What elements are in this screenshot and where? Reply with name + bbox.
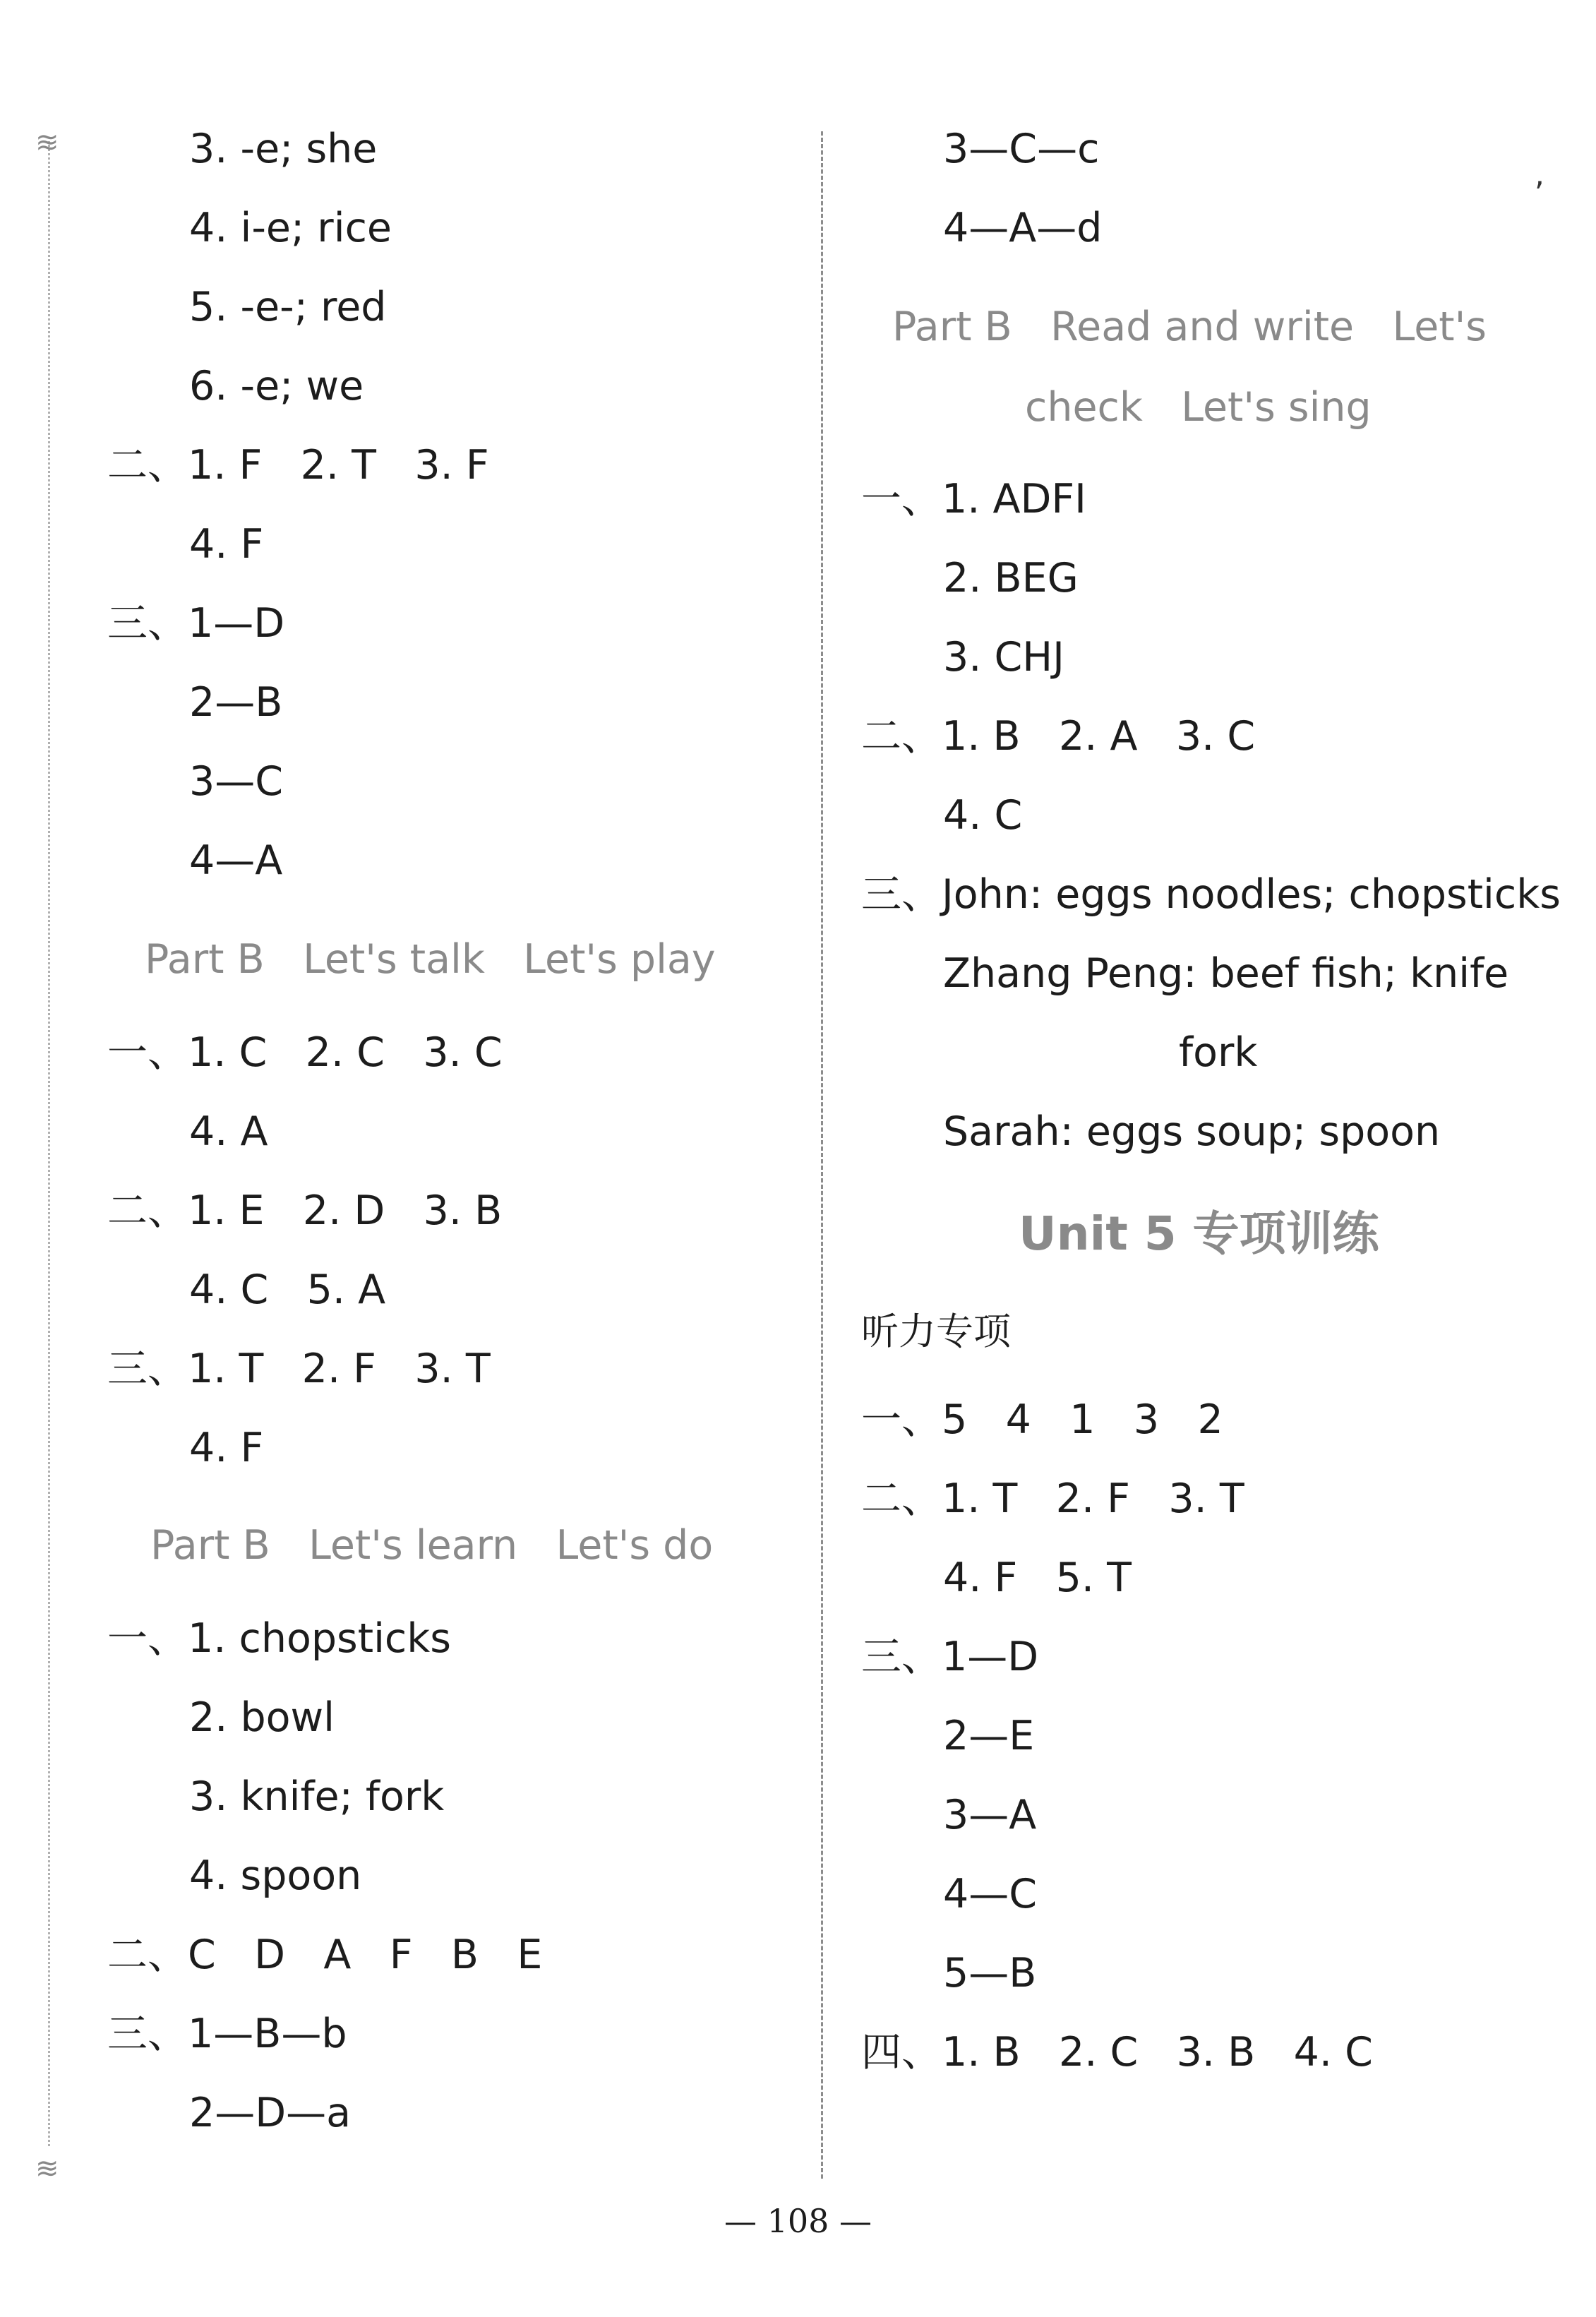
section-heading-continued: check Let's sing <box>1025 384 1372 431</box>
answer-line: 2—B <box>189 679 283 726</box>
answer-line: 二、1. E 2. D 3. B <box>107 1187 503 1234</box>
unit-title: Unit 5 专项训练 <box>1019 1207 1379 1261</box>
answer-line: 4. F 5. T <box>943 1555 1132 1601</box>
answer-line: 4. C 5. A <box>189 1267 386 1313</box>
answer-line: 3—C—c <box>943 126 1100 172</box>
binding-knot-top: ≋ <box>35 126 59 159</box>
answer-line: 一、5 4 1 3 2 <box>861 1396 1223 1443</box>
answer-line: 4—A—d <box>943 205 1103 251</box>
subsection-heading: 听力专项 <box>861 1310 1011 1353</box>
binding-line <box>48 141 50 2146</box>
answer-line: fork <box>1179 1029 1258 1076</box>
answer-line: 5. -e-; red <box>189 284 387 330</box>
page-number: — 108 — <box>724 2202 872 2240</box>
section-heading: Part B Let's learn Let's do <box>150 1522 714 1569</box>
answer-line: 一、1. C 2. C 3. C <box>107 1029 503 1076</box>
answer-line: 二、C D A F B E <box>107 1932 543 1978</box>
answer-line: Sarah: eggs soup; spoon <box>943 1108 1441 1155</box>
answer-line: 三、John: eggs noodles; chopsticks <box>861 871 1561 918</box>
answer-line: 二、1. T 2. F 3. T <box>861 1475 1244 1522</box>
section-heading: Part B Let's talk Let's play <box>145 936 716 983</box>
answer-line: 4—C <box>943 1871 1038 1917</box>
binding-knot-bottom: ≋ <box>35 2153 59 2185</box>
answer-line: 三、1—B—b <box>107 2011 347 2057</box>
answer-line: 4. F <box>189 521 264 568</box>
answer-line: 3—C <box>189 758 284 805</box>
answer-line: 6. -e; we <box>189 363 364 409</box>
answer-line: 四、1. B 2. C 3. B 4. C <box>861 2029 1373 2076</box>
answer-line: 4. C <box>943 792 1023 839</box>
answer-line: 2—E <box>943 1713 1035 1759</box>
answer-line: 3. -e; she <box>189 126 378 172</box>
answer-line: 二、1. B 2. A 3. C <box>861 713 1256 760</box>
answer-line: 4. i-e; rice <box>189 205 392 251</box>
answer-line: 3—A <box>943 1792 1037 1838</box>
answer-line: 一、1. chopsticks <box>107 1615 451 1662</box>
section-heading: Part B Read and write Let's <box>892 304 1487 350</box>
answer-line: 三、1. T 2. F 3. T <box>107 1346 491 1392</box>
answer-line: 2. bowl <box>189 1694 335 1741</box>
answer-line: 4. A <box>189 1108 268 1155</box>
answer-line: 3. CHJ <box>943 634 1064 681</box>
stray-mark: , <box>1535 157 1544 193</box>
column-divider <box>821 131 823 2179</box>
answer-line: 2. BEG <box>943 555 1079 601</box>
answer-line: 4—A <box>189 837 283 884</box>
answer-line: 4. spoon <box>189 1852 362 1899</box>
answer-line: 一、1. ADFI <box>861 476 1086 522</box>
answer-line: 3. knife; fork <box>189 1773 445 1820</box>
answer-line: 二、1. F 2. T 3. F <box>107 442 489 489</box>
answer-line: 2—D—a <box>189 2090 352 2136</box>
answer-line: Zhang Peng: beef fish; knife <box>943 950 1509 997</box>
answer-line: 三、1—D <box>107 600 285 647</box>
answer-line: 5—B <box>943 1950 1037 1996</box>
answer-line: 4. F <box>189 1425 264 1471</box>
answer-line: 三、1—D <box>861 1634 1039 1680</box>
